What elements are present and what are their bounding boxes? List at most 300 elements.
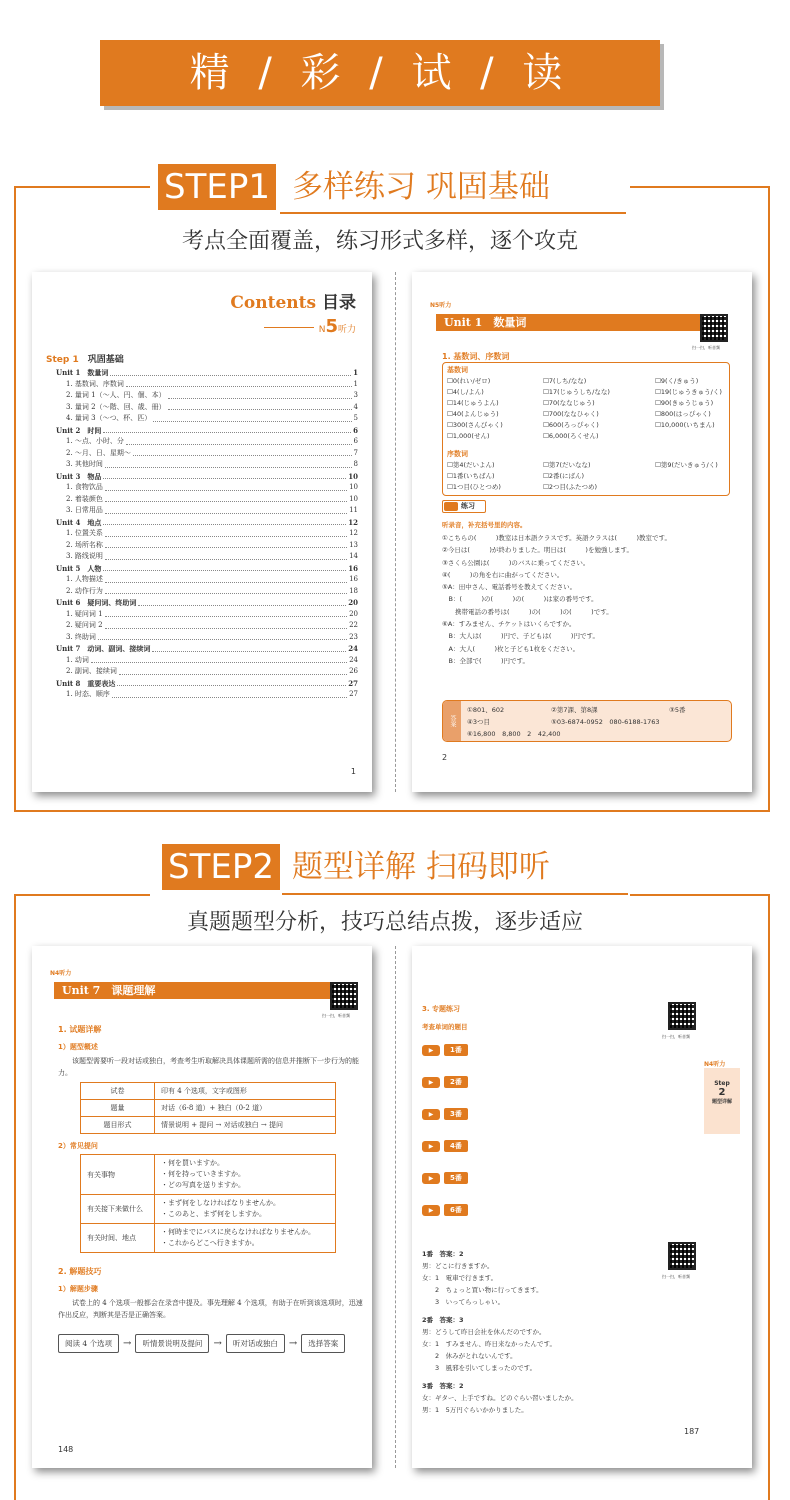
cardinal-item-text: 14(じゅうよん)	[452, 399, 499, 407]
toc-leader	[168, 402, 352, 411]
cardinal-item	[655, 398, 727, 409]
toc-entry-title: Unit 4 地点	[56, 517, 102, 527]
answer-label: 答案	[443, 701, 461, 741]
step2-underline	[282, 893, 628, 895]
toc-entry-title: 1. 疑问词 1	[66, 609, 103, 618]
toc-entry-page: 3	[353, 391, 358, 399]
ordinal-item-text: 2つ目(ふたつめ)	[548, 483, 598, 491]
arrow-icon: →	[123, 1338, 132, 1349]
table-row	[81, 1224, 336, 1253]
answer-item	[551, 728, 669, 740]
checkbox-icon: ☐	[655, 410, 661, 418]
practice-items	[422, 1034, 482, 1226]
exercise-line: B：( )の( )の( )は家の番号です。	[442, 595, 598, 604]
cardinal-item-text: 800(はっぴゃく)	[660, 410, 711, 418]
table-value	[155, 1155, 336, 1195]
toc-entry	[66, 632, 358, 644]
question-example: ・まず何をしなければなりませんか。	[161, 1199, 280, 1207]
toc-entry	[66, 620, 358, 632]
cardinal-heading: 基数词	[447, 366, 468, 374]
unit7-level: N4听力	[50, 970, 72, 977]
ordinal-item-text: 2番(にばん)	[548, 472, 585, 480]
section-1-heading: 1. 试题详解	[58, 1025, 102, 1034]
page-number: 187	[684, 1427, 700, 1436]
step2-tag: STEP2	[162, 844, 280, 890]
checkbox-icon: ☐	[543, 461, 549, 469]
cardinal-item	[655, 409, 727, 420]
table-key: 题目形式	[81, 1117, 155, 1134]
cardinal-item-text: 1,000(せん)	[452, 432, 490, 440]
numeral-box	[442, 362, 730, 496]
toc-page	[32, 272, 372, 792]
qr-caption: 扫一扫，听音频	[662, 1274, 690, 1279]
toc-leader	[112, 689, 347, 698]
toc-leader	[105, 551, 347, 560]
toc-entry-title: Unit 8 重要表达	[56, 678, 116, 688]
cardinal-item-text: 700(ななひゃく)	[548, 410, 599, 418]
level-rule	[264, 327, 314, 328]
transcript-line: 男：どうして昨日会社を休んだのですか。	[422, 1328, 546, 1336]
practice-item-label: 5番	[444, 1172, 468, 1184]
toc-entry	[66, 448, 358, 460]
exercise-badge	[442, 500, 486, 513]
cardinal-item	[447, 398, 543, 409]
toc-entry-title: 3. 其他时间	[66, 460, 103, 468]
checkbox-icon: ☐	[543, 399, 549, 407]
toc-entry-page: 23	[349, 632, 358, 641]
toc-entry	[66, 655, 358, 667]
toc-leader	[103, 563, 346, 572]
toc-leader	[105, 494, 347, 503]
flow-step: 听对话或独白	[226, 1334, 285, 1353]
toc-entry	[56, 563, 358, 575]
toc-leader	[103, 471, 346, 480]
checkbox-icon: ☐	[543, 388, 549, 396]
toc-entry-title: 1. 时态、顺序	[66, 690, 110, 698]
toc-leader	[105, 540, 347, 549]
ordinal-item-text: 第9(だいきゅう/く)	[660, 461, 718, 469]
toc-entry-page: 10	[349, 483, 358, 491]
ordinal-item	[543, 460, 655, 471]
side-level: N4听力	[704, 1061, 726, 1068]
toc-entry-page: 20	[349, 609, 358, 618]
cardinal-item-text: 7(しち/なな)	[548, 377, 587, 385]
toc-entry-page: 12	[348, 517, 358, 527]
step2-subtitle: 真题题型分析，技巧总结点拨，逐步适应	[186, 910, 583, 935]
answer-grid	[467, 704, 729, 740]
step1-subtitle: 考点全面覆盖，练习形式多样，逐个攻克	[181, 229, 578, 254]
toc-entry-title: 2. 动作行为	[66, 586, 103, 595]
answer-item: ⑥16,800 8,800 2 42,400	[467, 730, 561, 738]
toc-entry-page: 12	[349, 529, 358, 537]
toc-entry	[66, 494, 358, 506]
level-label: 听力	[337, 325, 356, 335]
toc-entry	[66, 528, 358, 540]
arrow-icon: →	[213, 1338, 222, 1349]
transcript-line: 3 風邪を引いてしまったのです。	[422, 1364, 537, 1372]
answer-item: ⑤03-6874-0952 080-6188-1763	[551, 718, 660, 726]
arrow-icon: →	[288, 1338, 298, 1349]
cardinal-item-text: 600(ろっぴゃく)	[548, 421, 599, 429]
practice-item	[422, 1162, 482, 1194]
toc-entry-page: 10	[348, 471, 358, 481]
toc-entry-page: 20	[348, 598, 358, 607]
step1-title: 多样练习 巩固基础	[292, 169, 550, 205]
toc-entry	[56, 367, 358, 379]
answer-item: ①801、602	[467, 706, 505, 714]
ordinal-item	[447, 460, 543, 471]
toc-entry-title: Unit 7 动词、副词、接续词	[56, 644, 151, 653]
toc-entry-title: 2. 疑问词 2	[66, 621, 103, 629]
side-label: 题型详解	[711, 1099, 732, 1105]
checkbox-icon: ☐	[543, 483, 549, 491]
toc-entry-page: 24	[349, 655, 358, 664]
toc-entry-title: 3. 日常用品	[66, 506, 103, 514]
toc-entry-title: 1. 食物饮品	[66, 483, 103, 491]
audio-icon: ▶	[422, 1173, 440, 1184]
table-key: 有关事物	[81, 1155, 155, 1195]
practice-item-label: 6番	[444, 1204, 468, 1216]
toc-leader	[119, 666, 347, 675]
toc-entry-page: 24	[348, 644, 358, 653]
checkbox-icon: ☐	[655, 399, 661, 407]
toc-entry-page: 11	[349, 506, 358, 514]
practice-item-label: 3番	[444, 1108, 468, 1120]
toc-entry-page: 27	[348, 678, 358, 688]
toc-leader	[105, 482, 347, 491]
toc-leader	[105, 586, 347, 595]
checkbox-icon: ☐	[447, 461, 453, 469]
ordinal-item	[655, 482, 727, 493]
cardinal-item-text: 9(く/きゅう)	[660, 377, 699, 385]
cardinal-item-text: 40(よんじゅう)	[452, 410, 499, 418]
toc-entry-title: Unit 2 时间	[56, 425, 102, 435]
practice-item-label: 4番	[444, 1140, 468, 1152]
toc-leader	[105, 459, 352, 468]
cardinal-item	[543, 376, 655, 387]
ordinal-item-text: 1番(いちばん)	[452, 472, 495, 480]
audio-icon: ▶	[422, 1077, 440, 1088]
section-2-heading: 2. 解题技巧	[58, 1267, 102, 1276]
exercise-line: B：全部で( )円です。	[442, 656, 530, 665]
table-row	[81, 1083, 336, 1100]
checkbox-icon: ☐	[447, 410, 453, 418]
table-value: 印有 4 个选项，文字或图形	[155, 1083, 336, 1100]
ordinal-grid	[447, 460, 727, 493]
exercise-line: ①こちらの( )教室は日本語クラスです。英語クラスは( )教室です。	[442, 534, 672, 542]
toc-entry	[56, 678, 358, 690]
toc-entry-title: Unit 5 人物	[56, 563, 102, 573]
transcript-line: 3 いってらっしゃい。	[422, 1298, 505, 1306]
toc-entry	[66, 436, 358, 448]
flow-step: 选择答案	[301, 1334, 345, 1353]
cardinal-item	[543, 387, 655, 398]
checkbox-icon: ☐	[447, 421, 453, 429]
practice-item	[422, 1066, 482, 1098]
page-spine	[395, 946, 396, 1468]
checkbox-icon: ☐	[655, 461, 661, 469]
toc-entry	[66, 379, 358, 391]
cardinal-item-text: 4(し/よん)	[452, 388, 484, 396]
answer-heading: 3番 答案：2	[422, 1382, 464, 1390]
exercise-line: A：大人( )枚と子ども1枚をください。	[442, 644, 580, 653]
cardinal-item	[543, 398, 655, 409]
toc-step-title: 巩固基础	[87, 355, 124, 365]
toc-entry-title: 3. 路线说明	[66, 552, 103, 560]
cardinal-item-text: 6,000(ろくせん)	[548, 432, 599, 440]
transcript-line: 2 休みがとれないんです。	[422, 1352, 517, 1360]
exercise-line: B：大人は( )円で、子どもは( )円です。	[442, 632, 599, 641]
side-num: 2	[718, 1087, 726, 1098]
qr-code[interactable]	[330, 982, 358, 1010]
toc-entry	[66, 609, 358, 621]
headphone-icon	[444, 502, 458, 511]
toc-entry	[56, 517, 358, 529]
transcript-line: 男：どこに行きますか。	[422, 1262, 494, 1270]
cardinal-item	[447, 409, 543, 420]
ordinal-item	[447, 471, 543, 482]
practice-item	[422, 1130, 482, 1162]
toc-step-heading	[46, 352, 124, 365]
transcript-line: 女：1 すみません、昨日来なかったんです。	[422, 1340, 557, 1348]
unit7-title-bar: Unit 7 课题理解	[54, 982, 340, 999]
question-example: ・何を持っていきますか。	[161, 1170, 245, 1178]
step2-title: 题型详解 扫码即听	[292, 849, 550, 885]
toc-entry-title: Unit 3 物品	[56, 471, 102, 481]
unit1-title-bar: Unit 1 数量词	[436, 314, 706, 331]
page-spine	[395, 272, 396, 792]
audio-icon: ▶	[422, 1141, 440, 1152]
toc-entry	[56, 471, 358, 483]
toc-entry-title: 4. 量词 3（〜つ、杯、匹）	[66, 414, 152, 422]
exercise-line: ④( )の角を右に曲がってください。	[442, 570, 564, 579]
side-step: Step	[714, 1080, 730, 1087]
toc-entry-title: 3. 终助词	[66, 632, 96, 641]
exercise-instruction: 听录音，补充括号里的内容。	[442, 521, 527, 529]
table-row	[81, 1195, 336, 1224]
exercise-lines	[442, 532, 742, 667]
toc-leader	[103, 425, 351, 434]
toc-entry	[66, 413, 358, 425]
cardinal-item-text: 0(れい/ゼロ)	[452, 377, 491, 385]
audio-icon: ▶	[422, 1109, 440, 1120]
checkbox-icon: ☐	[447, 472, 453, 480]
answer-item	[669, 728, 729, 740]
toc-leader	[110, 367, 351, 376]
toc-entry-page: 13	[349, 540, 358, 549]
cardinal-item	[543, 409, 655, 420]
toc-leader	[105, 574, 347, 583]
ordinal-item	[655, 460, 727, 471]
checkbox-icon: ☐	[447, 399, 453, 407]
cardinal-item	[655, 420, 727, 431]
toc-heading	[230, 288, 356, 313]
cardinal-item	[655, 431, 727, 442]
toc-entry-title: 2. 量词 1（〜人、円、個、本）	[66, 391, 166, 399]
checkbox-icon: ☐	[447, 483, 453, 491]
question-example: ・これからどこへ行きますか。	[161, 1239, 259, 1247]
subsection-steps: 1）解题步骤	[58, 1285, 98, 1293]
cardinal-item	[447, 431, 543, 442]
exercise-line: ②今日は( )が終わりました。明日は( )を勉強します。	[442, 546, 633, 555]
subsection-questions: 2）常见提问	[58, 1142, 98, 1150]
unit1-page	[412, 272, 752, 792]
exercise-line: ⑥A：すみません、チケットはいくらですか。	[442, 620, 576, 629]
flow-step: 阅读 4 个选项	[58, 1334, 119, 1353]
practice-item	[422, 1098, 482, 1130]
unit1-level: N5听力	[430, 302, 452, 309]
practice-item	[422, 1194, 482, 1226]
cardinal-item-text: 19(じゅうきゅう/く)	[660, 388, 722, 396]
transcript-line: 男：1 5万円ぐらいかかりました。	[422, 1406, 528, 1414]
question-example: ・何を買いますか。	[161, 1159, 224, 1167]
page-number: 1	[350, 767, 356, 776]
ordinal-item	[447, 482, 543, 493]
transcript-line: 2 ちょっと買い物に行ってきます。	[422, 1286, 543, 1294]
toc-entry-title: 3. 量词 2（〜階、回、歳、冊）	[66, 402, 166, 411]
ordinal-item	[543, 471, 655, 482]
level-badge	[319, 316, 356, 337]
toc-leader	[105, 620, 347, 629]
toc-leader	[105, 609, 347, 618]
step1-tag: STEP1	[158, 164, 276, 210]
toc-step-label: Step 1	[46, 355, 79, 365]
cardinal-item-text: 10,000(いちまん)	[660, 421, 715, 429]
transcript-line: 女：ギター、上手ですね。どのぐらい習いましたか。	[422, 1394, 578, 1402]
toc-leader	[98, 632, 347, 641]
toc-entry	[66, 482, 358, 494]
toc-entry	[56, 643, 358, 655]
toc-entry	[66, 666, 358, 678]
contents-en: Contents	[230, 293, 317, 313]
toc-entry-page: 6	[353, 437, 358, 445]
qr-code[interactable]	[668, 1242, 696, 1270]
toc-entry-title: 2. 场所名称	[66, 540, 103, 549]
toc-leader	[152, 643, 346, 652]
qr-caption: 扫一扫，听音频	[322, 1013, 350, 1018]
toc-entry-title: 1. 〜点、小时、分	[66, 437, 124, 445]
checkbox-icon: ☐	[655, 421, 661, 429]
flow-step: 听情景说明及提问	[135, 1334, 209, 1353]
exercise-label: 练习	[461, 502, 475, 510]
cardinal-item	[543, 420, 655, 431]
toc-entry-page: 26	[349, 667, 358, 675]
table-key: 有关接下来做什么	[81, 1195, 155, 1224]
toc-leader	[133, 448, 352, 457]
cardinal-item	[655, 387, 727, 398]
toc-entry	[66, 459, 358, 471]
checkbox-icon: ☐	[655, 388, 661, 396]
checkbox-icon: ☐	[655, 377, 661, 385]
checkbox-icon: ☐	[543, 432, 549, 440]
question-table	[80, 1154, 336, 1253]
table-row	[81, 1155, 336, 1195]
exercise-line: ⑤A：田中さん、電話番号を教えてください。	[442, 583, 577, 592]
qr-caption: 扫一扫，听音频	[662, 1034, 690, 1039]
section-3-heading: 3. 专题练习	[422, 1005, 460, 1013]
exercise-line: 携帯電話の番号は( )の( )の( )です。	[442, 607, 613, 616]
page-number: 2	[442, 753, 448, 762]
ordinal-item-text: 第4(だいよん)	[452, 461, 495, 469]
audio-icon: ▶	[422, 1045, 440, 1056]
toc-entry	[56, 425, 358, 437]
toc-entry-page: 18	[349, 586, 358, 595]
ordinal-heading: 序数词	[447, 450, 468, 458]
checkbox-icon: ☐	[447, 388, 453, 396]
table-row	[81, 1100, 336, 1117]
toc-leader	[117, 678, 346, 687]
table-value	[155, 1224, 336, 1253]
table-value: 对话（6-8 道）+ 独白（0-2 道）	[155, 1100, 336, 1117]
cardinal-item	[447, 387, 543, 398]
answer-item	[669, 716, 729, 728]
cardinal-grid	[447, 376, 727, 442]
qr-code[interactable]	[668, 1002, 696, 1030]
toc-entry-title: 2. 着装颜色	[66, 494, 103, 503]
table-value	[155, 1195, 336, 1224]
unit1-section: 1. 基数词、序数词	[442, 352, 510, 361]
toc-entry-page: 16	[349, 575, 358, 583]
toc-entry-page: 27	[349, 690, 358, 698]
toc-entry	[66, 586, 358, 598]
page-number: 148	[58, 1445, 74, 1454]
ordinal-item-text: 第7(だいなな)	[548, 461, 591, 469]
toc-entry-page: 1	[353, 368, 358, 377]
toc-entry	[66, 540, 358, 552]
toc-entry-title: Unit 6 疑问词、终助词	[56, 598, 137, 607]
qr-code[interactable]	[700, 314, 728, 342]
toc-entry-page: 14	[349, 552, 358, 560]
question-example: ・このあと、まず何をしますか。	[161, 1210, 266, 1218]
toc-entry-page: 1	[353, 379, 358, 388]
toc-leader	[105, 505, 347, 514]
toc-leader	[105, 528, 347, 537]
toc-entry-title: 2. 副词、接续词	[66, 667, 117, 675]
side-step-tab	[704, 1068, 740, 1134]
overview-text: 该题型需要听一段对话或独白，考查考生听取解决具体课题所需的信息并推断下一步行为的能力。	[58, 1057, 359, 1077]
toc-list	[56, 367, 358, 701]
toc-entry-page: 5	[353, 414, 358, 422]
toc-leader	[91, 655, 347, 664]
toc-leader	[138, 597, 346, 606]
checkbox-icon: ☐	[543, 377, 549, 385]
ordinal-item	[655, 471, 727, 482]
banner-title: 精 / 彩 / 试 / 读	[100, 40, 660, 106]
toc-entry-title: 1. 位置关系	[66, 529, 103, 537]
toc-entry	[56, 597, 358, 609]
answer-box	[442, 700, 732, 742]
unit7-page	[32, 946, 372, 1468]
checkbox-icon: ☐	[543, 410, 549, 418]
step-flow	[58, 1334, 368, 1353]
answer-heading: 1番 答案：2	[422, 1250, 464, 1258]
toc-entry	[66, 551, 358, 563]
table-row	[81, 1117, 336, 1134]
toc-entry	[66, 390, 358, 402]
toc-leader	[168, 390, 352, 399]
table-key: 题量	[81, 1100, 155, 1117]
practice-item-label: 2番	[444, 1076, 468, 1088]
toc-entry-title: 1. 基数词、序数词	[66, 379, 124, 388]
answer-item: ③5番	[669, 706, 686, 714]
answer-item: ④3つ目	[467, 718, 490, 726]
subsection-overview: 1）题型概述	[58, 1043, 98, 1051]
toc-leader	[126, 436, 352, 445]
toc-entry-page: 7	[353, 448, 358, 457]
toc-entry-title: 1. 人物描述	[66, 575, 103, 583]
toc-entry-page: 6	[353, 425, 358, 435]
qr-caption: 扫一扫，听音频	[692, 345, 720, 350]
